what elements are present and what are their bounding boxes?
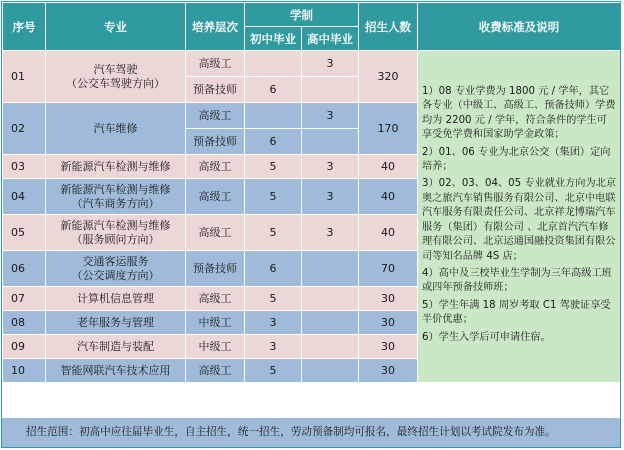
fee-note: 3）02、03、04、05 专业就业方向为北京奥之旅汽车销售服务有限公司、北京中电联汽车服务有限责任公司、北京祥龙博瑞汽车服务（集团）有限公司 、北京首汽汽车修理有限公司、北京运通国融投资集团有限公司等知名品牌 4S 店； xyxy=(422,178,617,262)
senior-cell: 3 xyxy=(302,155,359,179)
major-cell xyxy=(46,51,186,103)
major-line: 汽车制造与装配 xyxy=(77,339,154,353)
header-senior: 高中毕业 xyxy=(302,27,359,51)
major-line: 交通客运服务 xyxy=(82,254,149,268)
senior-cell: 3 xyxy=(302,179,359,215)
major-line: 智能网联汽车技术应用 xyxy=(60,363,171,377)
enroll-cell: 30 xyxy=(359,311,418,335)
header-enroll: 招生人数 xyxy=(359,3,418,51)
junior-cell xyxy=(245,51,302,77)
senior-cell xyxy=(302,77,359,103)
level-cell: 高级工 xyxy=(186,103,245,129)
row-number: 02 xyxy=(3,103,46,155)
major-line: 新能源汽车检测与维修 xyxy=(60,182,171,196)
senior-cell xyxy=(302,251,359,287)
level-cell: 高级工 xyxy=(186,179,245,215)
level-cell: 预备技师 xyxy=(186,251,245,287)
row-number: 10 xyxy=(3,359,46,383)
junior-cell: 6 xyxy=(245,251,302,287)
major-cell xyxy=(46,103,186,155)
level-cell: 中级工 xyxy=(186,335,245,359)
major-cell xyxy=(46,251,186,287)
junior-cell: 5 xyxy=(245,179,302,215)
fee-note: 4）高中及三校毕业生学制为三年高级工班或四年预备技师班； xyxy=(422,267,612,294)
row-number: 07 xyxy=(3,287,46,311)
enroll-cell: 30 xyxy=(359,359,418,383)
enroll-cell: 70 xyxy=(359,251,418,287)
enroll-cell: 170 xyxy=(359,103,418,155)
header-system: 学制 xyxy=(245,3,359,27)
row-number: 06 xyxy=(3,251,46,287)
junior-cell: 5 xyxy=(245,359,302,383)
major-line: 老年服务与管理 xyxy=(77,315,154,329)
major-cell xyxy=(46,359,186,383)
enroll-cell: 320 xyxy=(359,51,418,103)
level-cell: 高级工 xyxy=(186,51,245,77)
major-cell xyxy=(46,287,186,311)
level-cell: 预备技师 xyxy=(186,129,245,155)
junior-cell: 6 xyxy=(245,77,302,103)
junior-cell: 5 xyxy=(245,155,302,179)
senior-cell xyxy=(302,359,359,383)
row-number: 04 xyxy=(3,179,46,215)
admission-table-frame xyxy=(1,1,621,448)
major-cell xyxy=(46,311,186,335)
level-cell: 预备技师 xyxy=(186,77,245,103)
major-line: 汽车维修 xyxy=(93,121,138,135)
junior-cell xyxy=(245,103,302,129)
major-cell xyxy=(46,335,186,359)
row-number: 05 xyxy=(3,215,46,251)
header-seq: 序号 xyxy=(3,3,46,51)
junior-cell: 6 xyxy=(245,129,302,155)
enroll-cell: 30 xyxy=(359,287,418,311)
enroll-cell: 40 xyxy=(359,179,418,215)
enroll-cell: 40 xyxy=(359,215,418,251)
fee-note: 1）08 专业学费为 1800 元 / 学年，其它各专业（中级工、高级工、预备技师）学费均为 2200 元 / 学年，符合条件的学生可享受免学费和国家助学金政策； xyxy=(422,86,616,141)
junior-cell: 5 xyxy=(245,215,302,251)
junior-cell: 5 xyxy=(245,287,302,311)
level-cell: 高级工 xyxy=(186,359,245,383)
enrollment-scope-footer: 招生范围：初高中应往届毕业生，自主招生，统一招生，劳动预备制均可报名，最终招生计划以考试院发布为准。 xyxy=(2,418,620,447)
fee-note: 2）01、06 专业为北京公交（集团）定向培养； xyxy=(422,146,611,173)
senior-cell xyxy=(302,129,359,155)
major-line: （服务顾问方向） xyxy=(71,232,160,246)
senior-cell: 3 xyxy=(302,103,359,129)
senior-cell: 3 xyxy=(302,51,359,77)
major-line: （汽车商务方向） xyxy=(71,196,160,210)
level-cell: 中级工 xyxy=(186,311,245,335)
senior-cell xyxy=(302,287,359,311)
major-line: （公交车驾驶方向） xyxy=(66,76,165,90)
row-number: 08 xyxy=(3,311,46,335)
row-number: 09 xyxy=(3,335,46,359)
major-line: 新能源汽车检测与维修 xyxy=(60,218,171,232)
level-cell: 高级工 xyxy=(186,155,245,179)
row-number: 01 xyxy=(3,51,46,103)
fee-note: 6）学生入学后可申请住宿。 xyxy=(422,331,551,343)
table-body xyxy=(3,51,621,383)
major-line: 计算机信息管理 xyxy=(77,291,154,305)
major-line: （公交调度方向） xyxy=(71,268,160,282)
header-major: 专业 xyxy=(46,3,186,51)
enroll-cell: 30 xyxy=(359,335,418,359)
senior-cell: 3 xyxy=(302,215,359,251)
admission-table xyxy=(2,2,621,383)
major-cell xyxy=(46,179,186,215)
enroll-cell: 40 xyxy=(359,155,418,179)
junior-cell: 3 xyxy=(245,335,302,359)
row-number: 03 xyxy=(3,155,46,179)
major-line: 新能源汽车检测与维修 xyxy=(60,159,171,173)
junior-cell: 3 xyxy=(245,311,302,335)
header-level: 培养层次 xyxy=(186,3,245,51)
major-line: 汽车驾驶 xyxy=(93,62,138,76)
major-cell xyxy=(46,215,186,251)
table-row xyxy=(3,51,621,77)
senior-cell xyxy=(302,335,359,359)
senior-cell xyxy=(302,311,359,335)
header-fee: 收费标准及说明 xyxy=(418,3,621,51)
fee-note: 5）学生年满 18 周岁考取 C1 驾驶证享受半价优惠； xyxy=(422,299,611,326)
header-junior: 初中毕业 xyxy=(245,27,302,51)
major-cell xyxy=(46,155,186,179)
fee-notes xyxy=(418,51,621,383)
level-cell: 高级工 xyxy=(186,287,245,311)
level-cell: 高级工 xyxy=(186,215,245,251)
